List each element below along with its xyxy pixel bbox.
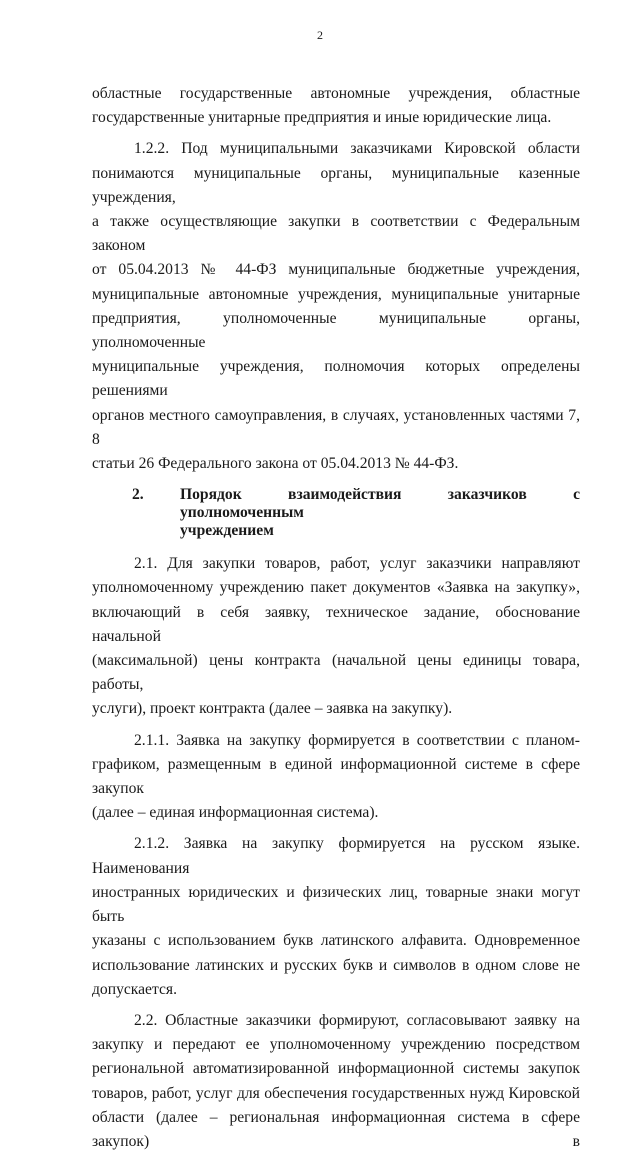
text-line: 2.1. Для закупки товаров, работ, услуг заказчики направляют: [134, 555, 580, 573]
text-line: (максимальной) цены контракта (начальной цены единицы товара, работы,: [92, 652, 580, 694]
text-line: от 05.04.2013 № 44-ФЗ муниципальные бюджетные учреждения,: [92, 261, 580, 279]
section-heading: [92, 486, 580, 540]
text-line: графиком, размещенным в единой информационной системе в сфере закупок: [92, 755, 580, 798]
text-line: предприятия, уполномоченные муниципальные органы, уполномоченные: [92, 309, 580, 352]
text-line: допускается.: [92, 980, 177, 998]
paragraph-2-1-1: [92, 729, 580, 826]
text-line: органов местного самоуправления, в случаях, установленных частями 7, 8: [92, 406, 580, 448]
section-title-line: Порядок взаимодействия заказчиков с уполномоченным: [180, 486, 580, 522]
text-line: 1.2.2. Под муниципальными заказчиками Кировской области: [134, 140, 580, 158]
paragraph-2-2: [92, 1009, 580, 1154]
text-line: товаров, работ, услуг для обеспечения государственных нужд Кировской: [92, 1084, 580, 1102]
text-line: областные государственные автономные учреждения, областные: [92, 85, 580, 102]
text-line: муниципальные учреждения, полномочия которых определены решениями: [92, 358, 580, 400]
paragraph-2-1: [92, 552, 580, 721]
text-line: иностранных юридических и физических лиц, товарные знаки могут быть: [92, 883, 580, 926]
text-line: 2.1.1. Заявка на закупку формируется в соответствии с планом-: [134, 731, 580, 749]
paragraph-1-2-2: [92, 137, 580, 476]
text-line: включающий в себя заявку, техническое задание, обоснование начальной: [92, 603, 580, 645]
text-line: 2.2. Областные заказчики формируют, согласовывают заявку на: [134, 1011, 580, 1029]
paragraph-continuation: [92, 82, 580, 130]
text-line: 2.1.2. Заявка на закупку формируется на русском языке. Наименования: [92, 835, 580, 877]
text-line: статьи 26 Федерального закона от 05.04.2013 № 44-ФЗ.: [92, 455, 459, 473]
text-line: региональной автоматизированной информационной системы закупок: [92, 1060, 580, 1078]
text-line: а также осуществляющие закупки в соответствии с Федеральным законом: [92, 213, 580, 255]
page-number: 2: [317, 28, 323, 42]
document-body: [92, 82, 580, 1154]
text-line: уполномоченному учреждению пакет документов «Заявка на закупку»,: [92, 579, 580, 597]
text-line: указаны с использованием букв латинского алфавита. Одновременное: [92, 932, 580, 950]
text-line: понимаются муниципальные органы, муниципальные казенные учреждения,: [92, 164, 580, 206]
text-line: (далее – единая информационная система).: [92, 804, 379, 822]
section-title-line: учреждением: [180, 522, 274, 540]
section-number: 2.: [132, 486, 144, 504]
text-line: муниципальные автономные учреждения, муниципальные унитарные: [92, 285, 580, 303]
paragraph-2-1-2: [92, 832, 580, 1001]
text-line: услуги), проект контракта (далее – заявка на закупку).: [92, 700, 453, 718]
text-line: закупку и передают ее уполномоченному учреждению посредством: [92, 1036, 580, 1054]
section-title: [180, 486, 580, 540]
text-line: области (далее – региональная информационная система в сфере закупок) в: [92, 1108, 580, 1150]
text-line: государственные унитарные предприятия и иные юридические лица.: [92, 109, 552, 127]
text-line: использование латинских и русских букв и символов в одном слове не: [92, 956, 580, 974]
